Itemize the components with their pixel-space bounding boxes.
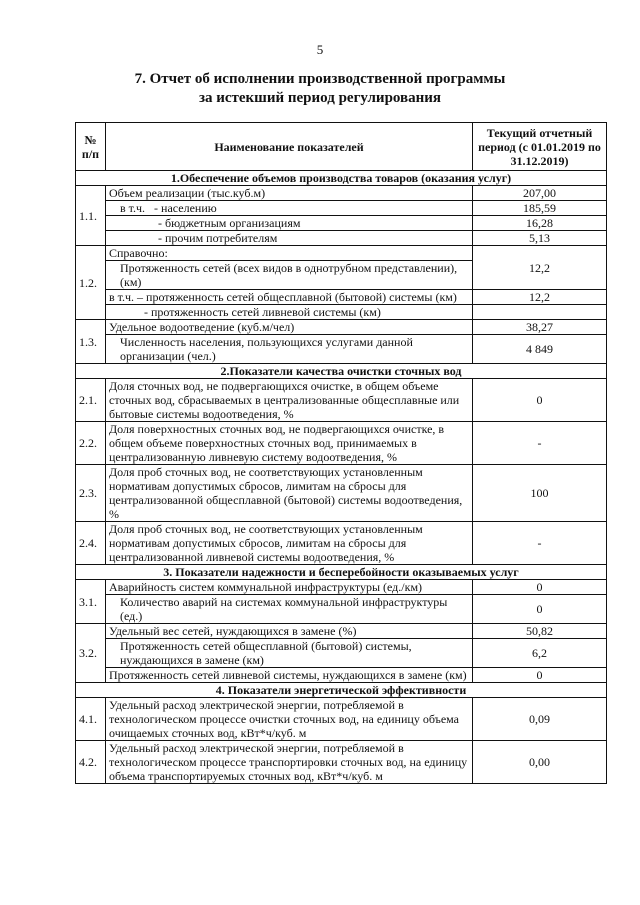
row-name: - протяженность сетей ливневой системы (км) — [106, 305, 473, 320]
row-value: 185,59 — [473, 201, 607, 216]
report-table — [75, 122, 607, 784]
table-row — [76, 698, 607, 741]
page-number: 5 — [316, 42, 324, 57]
table-row — [76, 595, 607, 624]
row-prefix: в т.ч. — [120, 201, 146, 215]
section-4-title: 4. Показатели энергетической эффективности — [76, 683, 607, 698]
row-number: 2.4. — [76, 522, 106, 565]
section-row — [76, 364, 607, 379]
row-name: Доля сточных вод, не подвергающихся очистке, в общем объеме сточных вод, сбрасываемых в централизованные общесплавные или бытовые системы водоотведения, % — [106, 379, 473, 422]
row-name: Удельный расход электрической энергии, потребляемой в технологическом процессе транспортировки сточных вод, на единицу объема транспортируемых сточных вод, кВт*ч/куб. м — [106, 741, 473, 784]
row-name: - бюджетным организациям — [106, 216, 473, 231]
row-number: 1.3. — [76, 320, 106, 364]
table-row — [76, 201, 607, 216]
report-title — [0, 70, 640, 108]
table-row — [76, 216, 607, 231]
row-name: Протяженность сетей общесплавной (бытовой) системы, нуждающихся в замене (км) — [106, 639, 473, 668]
row-value: 6,2 — [473, 639, 607, 668]
title-line-1: 7. Отчет об исполнении производственной программы — [134, 71, 506, 87]
section-3-title: 3. Показатели надежности и бесперебойности оказываемых услуг — [76, 565, 607, 580]
section-row — [76, 565, 607, 580]
table-row — [76, 668, 607, 683]
row-value: 0 — [473, 379, 607, 422]
table-row — [76, 639, 607, 668]
row-value: 0 — [473, 580, 607, 595]
table-row — [76, 320, 607, 335]
row-name: Объем реализации (тыс.куб.м) — [106, 186, 473, 201]
row-name: Удельный вес сетей, нуждающихся в замене (%) — [106, 624, 473, 639]
row-value: 16,28 — [473, 216, 607, 231]
title-line-2: за истекший период регулирования — [198, 90, 442, 106]
row-name: Удельное водоотведение (куб.м/чел) — [106, 320, 473, 335]
row-value: 12,2 — [473, 290, 607, 305]
table-row — [76, 522, 607, 565]
row-number: 1.2. — [76, 246, 106, 320]
row-value: 4 849 — [473, 335, 607, 364]
table-row — [76, 422, 607, 465]
row-name: в т.ч. – протяженность сетей общесплавной (бытовой) системы (км) — [106, 290, 473, 305]
table-row — [76, 290, 607, 305]
row-number: 2.2. — [76, 422, 106, 465]
row-label: - населению — [154, 201, 217, 215]
row-name: Аварийность систем коммунальной инфраструктуры (ед./км) — [106, 580, 473, 595]
section-2-title: 2.Показатели качества очистки сточных вод — [76, 364, 607, 379]
table-row — [76, 305, 607, 320]
table-row — [76, 465, 607, 522]
section-1-title: 1.Обеспечение объемов производства товаров (оказания услуг) — [76, 171, 607, 186]
row-name: - прочим потребителям — [106, 231, 473, 246]
row-number: 4.2. — [76, 741, 106, 784]
row-name: Справочно: — [106, 246, 473, 261]
row-value: 38,27 — [473, 320, 607, 335]
row-name: Протяженность сетей ливневой системы, нуждающихся в замене (км) — [106, 668, 473, 683]
table-row — [76, 741, 607, 784]
table-row — [76, 335, 607, 364]
table-row — [76, 580, 607, 595]
row-name: Удельный расход электрической энергии, потребляемой в технологическом процессе очистки сточных вод, на единицу объема очищаемых сточных вод, кВт*ч/куб. м — [106, 698, 473, 741]
table-row — [76, 624, 607, 639]
row-value: - — [473, 422, 607, 465]
table-header — [76, 123, 607, 171]
row-value: 5,13 — [473, 231, 607, 246]
header-name: Наименование показателей — [106, 123, 473, 171]
row-value — [473, 305, 607, 320]
table-row — [76, 379, 607, 422]
row-name: Доля проб сточных вод, не соответствующих установленным нормативам допустимых сбросов, лимитам на сбросы для централизованной ливневой системы водоотведения, % — [106, 522, 473, 565]
row-value: 100 — [473, 465, 607, 522]
row-name: Доля поверхностных сточных вод, не подвергающихся очистке, в общем объеме поверхностных сточных вод, принимаемых в централизованную ливневую систему водоотведения, % — [106, 422, 473, 465]
row-name: Доля проб сточных вод, не соответствующих установленным нормативам допустимых сбросов, лимитам на сбросы для централизованной общесплавной (бытовой) системы водоотведения, % — [106, 465, 473, 522]
row-number: 2.1. — [76, 379, 106, 422]
row-value: 0 — [473, 595, 607, 624]
table-row — [76, 186, 607, 201]
table-row — [76, 246, 607, 261]
table-row — [76, 231, 607, 246]
row-name: Количество аварий на системах коммунальной инфраструктуры (ед.) — [106, 595, 473, 624]
row-number: 4.1. — [76, 698, 106, 741]
row-number: 2.3. — [76, 465, 106, 522]
row-name: Протяженность сетей (всех видов в однотрубном представлении), (км) — [106, 261, 473, 290]
row-value: 0 — [473, 668, 607, 683]
row-value: 50,82 — [473, 624, 607, 639]
row-value: 0,09 — [473, 698, 607, 741]
header-num: № п/п — [76, 123, 106, 171]
row-value: 0,00 — [473, 741, 607, 784]
row-number: 3.2. — [76, 624, 106, 683]
row-value: 12,2 — [473, 246, 607, 290]
row-number: 1.1. — [76, 186, 106, 246]
row-value: - — [473, 522, 607, 565]
row-name — [106, 201, 473, 216]
row-name: Численность населения, пользующихся услугами данной организации (чел.) — [106, 335, 473, 364]
section-row — [76, 683, 607, 698]
row-value: 207,00 — [473, 186, 607, 201]
header-period: Текущий отчетный период (с 01.01.2019 по 31.12.2019) — [473, 123, 607, 171]
row-number: 3.1. — [76, 580, 106, 624]
section-row — [76, 171, 607, 186]
